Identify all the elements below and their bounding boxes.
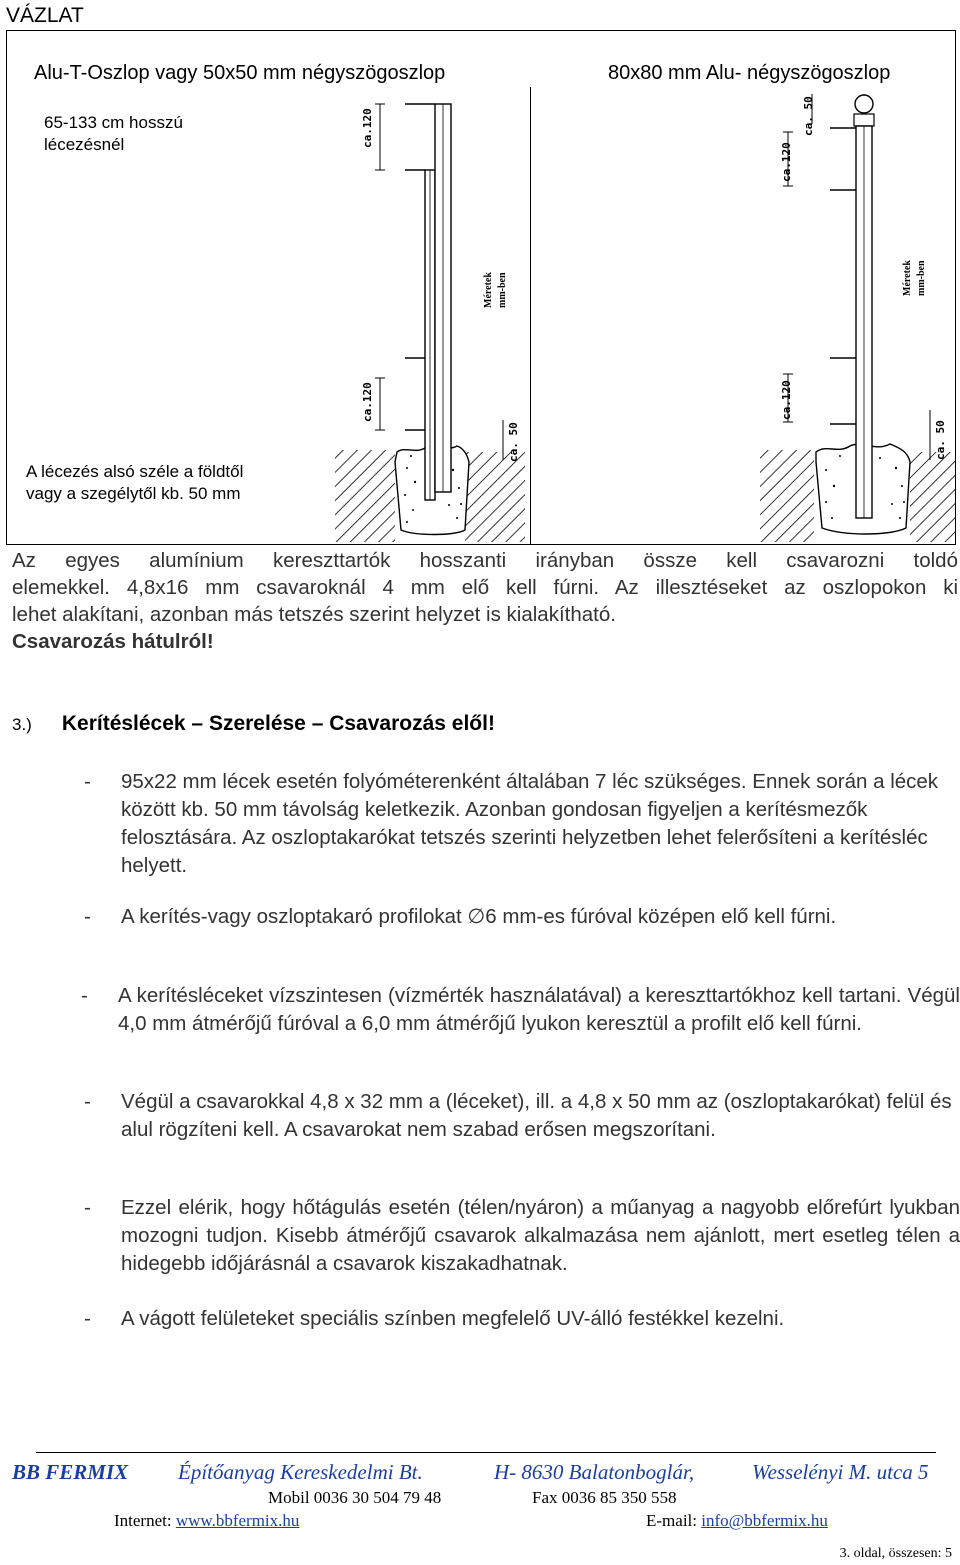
left-post-drawing [335, 90, 525, 542]
diagram-divider [530, 87, 531, 544]
email-link[interactable]: info@bbfermix.hu [701, 1511, 828, 1530]
dim-label-120-bottom: ca.120 [361, 382, 374, 422]
post [425, 104, 451, 500]
footer-company-type: Építőanyag Kereskedelmi Bt. [178, 1460, 423, 1484]
right-post-drawing [760, 90, 956, 542]
footer-email: E-mail: info@bbfermix.hu [646, 1511, 828, 1530]
dim-label-120-top: ca.120 [361, 108, 374, 148]
cross-rails [830, 128, 856, 424]
post [854, 95, 874, 518]
dim-label-50: ca. 50 [507, 422, 520, 462]
right-diagram-header: 80x80 mm Alu- négyszögoszlop [608, 62, 891, 84]
footer-mobile: Mobil 0036 30 504 79 48 [268, 1488, 442, 1507]
note-top: 65-133 cm hosszú lécezésnél [44, 113, 183, 154]
footer-divider [36, 1452, 936, 1453]
footer-street: Wesselényi M. utca 5 [752, 1460, 929, 1484]
footer-company: BB FERMIX [12, 1460, 129, 1484]
left-diagram-header: Alu-T-Oszlop vagy 50x50 mm négyszögoszlop [34, 62, 446, 84]
units-label-1: Méretek [483, 272, 494, 308]
intro-paragraph: Az egyes alumínium kereszttartók hosszanti irányban össze kell csavarozni toldó elemekkel. 4,8x16 mm csavaroknál 4 mm elő kell fúrni. Az illesztéseket az oszlopokon ki lehet alakítani, azonban más tetszés szerint helyzet is kialakítható. Csavarozás hátulról! [12, 549, 958, 653]
page-number: 3. oldal, összesen: 5 [839, 1546, 952, 1561]
footer-address: H- 8630 Balatonboglár, [494, 1460, 695, 1484]
bold-note: Csavarozás hátulról! [12, 630, 214, 653]
units-label-1: Méretek [902, 260, 913, 296]
dim-label-120-top: ca.120 [780, 142, 793, 182]
note-bottom: A lécezés alsó széle a földtől vagy a szegélytől kb. 50 mm [26, 462, 244, 503]
units-label-2: mm-ben [916, 260, 927, 296]
dim-label-50-bottom: ca. 50 [934, 420, 947, 460]
dim-label-120-bottom: ca.120 [780, 380, 793, 420]
page-title: VÁZLAT [6, 4, 84, 27]
footer-internet: Internet: www.bbfermix.hu [114, 1511, 300, 1530]
footer-fax: Fax 0036 85 350 558 [532, 1488, 677, 1507]
units-label-2: mm-ben [497, 272, 508, 308]
section-heading: 3.) Kerítéslécek – Szerelése – Csavarozás elől! [12, 712, 495, 735]
website-link[interactable]: www.bbfermix.hu [175, 1511, 300, 1530]
dim-label-50-top: ca. 50 [802, 96, 815, 136]
